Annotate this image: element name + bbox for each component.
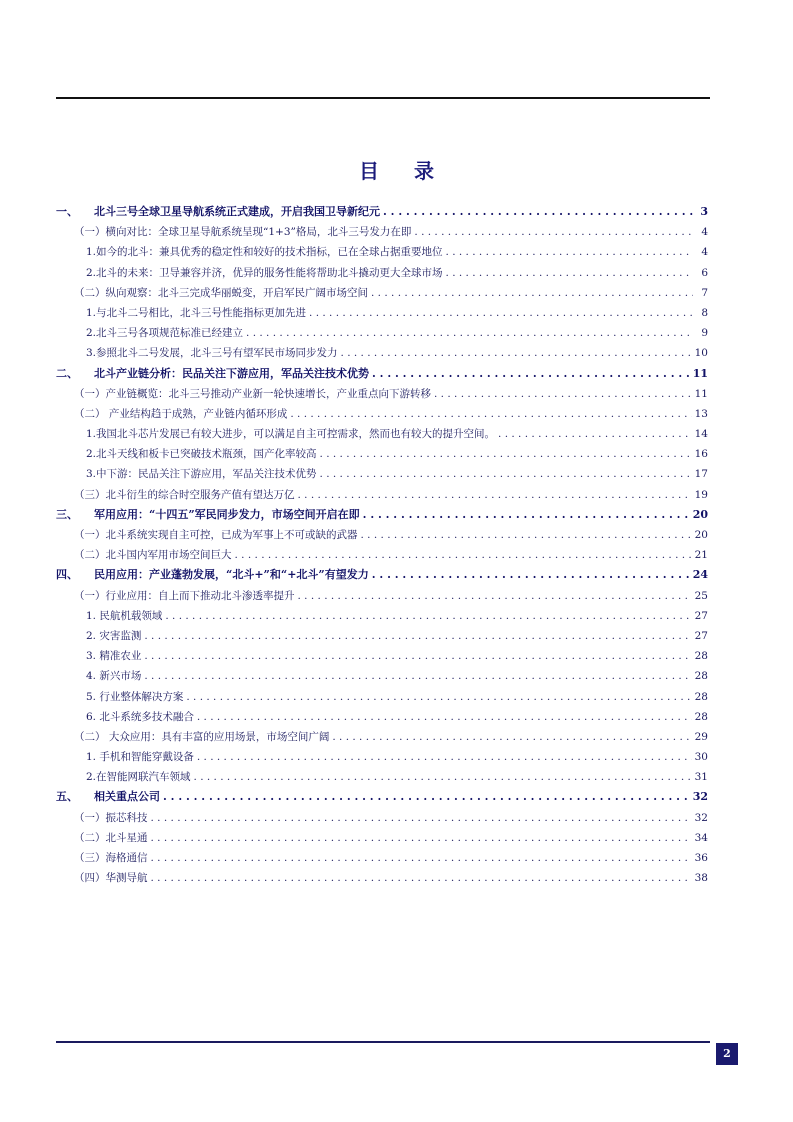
toc-entry-page: 8 <box>701 306 708 319</box>
toc-leader-dots <box>309 303 693 323</box>
toc-entry[interactable] <box>56 242 708 262</box>
toc-leader-dots <box>446 263 693 283</box>
toc-entry-number: 五、 <box>56 790 78 804</box>
toc-entry-page: 20 <box>694 529 708 541</box>
toc-entry-page: 4 <box>701 246 708 259</box>
toc-entry[interactable] <box>56 424 708 444</box>
toc-entry[interactable] <box>56 767 708 787</box>
toc-leader-dots <box>290 404 691 424</box>
toc-leader-dots <box>163 787 690 807</box>
toc-entry-page: 7 <box>701 286 708 299</box>
toc-leader-dots <box>186 687 691 707</box>
toc-entry[interactable] <box>56 505 708 525</box>
toc-entry-title: （一）北斗系统实现自主可控，已成为军事上不可或缺的武器 <box>74 529 358 541</box>
toc-entry[interactable] <box>56 586 708 606</box>
toc-entry[interactable] <box>56 787 708 807</box>
toc-entry[interactable] <box>56 545 708 565</box>
toc-entry-page: 16 <box>694 448 708 461</box>
toc-entry-title: （一）横向对比：全球卫星导航系统呈现“1+3”格局，北斗三号发力在即 <box>74 226 412 239</box>
toc-entry-page: 32 <box>694 811 708 824</box>
toc-leader-dots <box>434 384 692 404</box>
toc-entry-title: 3.参照北斗二号发展，北斗三号有望军民市场同步发力 <box>86 347 338 360</box>
toc-entry-title: 1.如今的北斗：兼具优秀的稳定性和较好的技术指标，已在全球占据重要地位 <box>86 246 443 259</box>
toc-entry-title: 6. 北斗系统多技术融合 <box>86 710 194 723</box>
toc-entry-title: 5. 行业整体解决方案 <box>86 690 184 703</box>
toc-entry-title: （二）北斗星通 <box>74 831 148 844</box>
toc-entry-page: 6 <box>701 266 708 279</box>
toc-entry-title: 1.我国北斗芯片发展已有较大进步，可以满足自主可控需求，然而也有较大的提升空间。 <box>86 428 496 441</box>
toc-entry[interactable] <box>56 606 708 626</box>
toc-entry[interactable] <box>56 808 708 828</box>
toc-leader-dots <box>144 626 691 646</box>
table-of-contents <box>56 202 708 888</box>
toc-entry[interactable] <box>56 263 708 283</box>
toc-entry-page: 9 <box>701 327 708 340</box>
toc-entry[interactable] <box>56 464 708 484</box>
toc-entry-title: （一）产业链概览：北斗三号推动产业新一轮快速增长，产业重点向下游转移 <box>74 387 431 400</box>
toc-entry-page: 29 <box>694 730 708 743</box>
toc-leader-dots <box>372 364 690 384</box>
toc-leader-dots <box>320 464 692 484</box>
toc-entry-title: 民用应用：产业蓬勃发展，“北斗+”和“+北斗”有望发力 <box>94 568 369 582</box>
toc-entry-page: 14 <box>694 428 708 441</box>
toc-entry-title: 3. 精准农业 <box>86 650 142 663</box>
toc-leader-dots <box>320 444 692 464</box>
toc-entry-title: 2.北斗天线和板卡已突破技术瓶颈，国产化率较高 <box>86 448 317 461</box>
toc-entry-page: 28 <box>694 690 708 703</box>
toc-entry[interactable] <box>56 707 708 727</box>
toc-leader-dots <box>298 485 692 505</box>
toc-entry[interactable] <box>56 565 708 585</box>
toc-leader-dots <box>144 646 691 666</box>
toc-entry[interactable] <box>56 646 708 666</box>
toc-entry-page: 27 <box>694 609 708 622</box>
toc-entry[interactable] <box>56 404 708 424</box>
toc-entry-title: （一）振芯科技 <box>74 811 148 824</box>
toc-entry-title: 北斗产业链分析：民品关注下游应用，军品关注技术优势 <box>94 366 369 380</box>
page-number-badge: 2 <box>716 1043 738 1065</box>
toc-entry-page: 27 <box>694 629 708 642</box>
toc-entry[interactable] <box>56 202 708 222</box>
toc-entry-title: 3.中下游：民品关注下游应用，军品关注技术优势 <box>86 468 317 481</box>
toc-entry[interactable] <box>56 444 708 464</box>
toc-leader-dots <box>332 727 691 747</box>
toc-entry-number: 三、 <box>56 507 78 521</box>
toc-entry-page: 11 <box>694 387 708 400</box>
toc-entry-title: （二）北斗国内军用市场空间巨大 <box>74 549 232 562</box>
toc-entry-number: 一、 <box>56 205 78 218</box>
toc-entry-title: （一）行业应用：自上而下推动北斗渗透率提升 <box>74 589 295 602</box>
toc-entry[interactable] <box>56 848 708 868</box>
toc-entry-title: 2.北斗的未来：卫导兼容并济，优异的服务性能将帮助北斗撬动更大全球市场 <box>86 266 443 279</box>
toc-leader-dots <box>151 848 692 868</box>
toc-entry-title: 2. 灾害监测 <box>86 629 142 642</box>
toc-entry[interactable] <box>56 626 708 646</box>
toc-entry-title: （二）纵向观察：北斗三完成华丽蜕变，开启军民广阔市场空间 <box>74 286 368 299</box>
toc-entry-page: 17 <box>694 468 708 481</box>
toc-entry-page: 28 <box>694 650 708 663</box>
toc-entry-title: 军用应用：“十四五”军民同步发力，市场空间开启在即 <box>94 507 360 521</box>
toc-leader-dots <box>197 747 692 767</box>
toc-leader-dots <box>383 202 693 222</box>
toc-leader-dots <box>371 283 693 303</box>
toc-entry[interactable] <box>56 687 708 707</box>
toc-leader-dots <box>151 808 692 828</box>
toc-entry-page: 24 <box>692 568 708 582</box>
toc-entry-number: 二、 <box>56 366 78 380</box>
toc-entry-page: 4 <box>701 226 708 239</box>
toc-entry-title: 1.与北斗二号相比，北斗三号性能指标更加先进 <box>86 306 307 319</box>
toc-entry-page: 19 <box>694 488 708 501</box>
toc-entry-page: 21 <box>694 549 708 562</box>
toc-leader-dots <box>235 545 692 565</box>
toc-entry-page: 13 <box>694 407 708 420</box>
toc-entry-title: 1. 民航机载领域 <box>86 609 163 622</box>
toc-entry[interactable] <box>56 303 708 323</box>
toc-entry-page: 20 <box>692 507 708 521</box>
toc-leader-dots <box>194 767 692 787</box>
header-rule <box>56 97 710 99</box>
toc-entry[interactable] <box>56 384 708 404</box>
toc-leader-dots <box>165 606 691 626</box>
toc-entry-page: 38 <box>694 872 708 885</box>
toc-entry-title: 北斗三号全球卫星导航系统正式建成，开启我国卫导新纪元 <box>94 205 380 218</box>
toc-entry-title: （三）海格通信 <box>74 852 148 864</box>
toc-entry-page: 31 <box>694 771 708 784</box>
toc-entry-page: 32 <box>692 790 708 804</box>
toc-entry-title: 1. 手机和智能穿戴设备 <box>86 751 194 764</box>
toc-entry[interactable] <box>56 364 708 384</box>
toc-entry[interactable] <box>56 222 708 242</box>
toc-leader-dots <box>246 323 693 343</box>
toc-entry-page: 10 <box>694 347 708 360</box>
toc-entry[interactable] <box>56 485 708 505</box>
toc-entry-title: （二） 大众应用：具有丰富的应用场景，市场空间广阔 <box>74 730 330 743</box>
toc-leader-dots <box>414 222 693 242</box>
toc-entry-title: （四）华测导航 <box>74 872 148 885</box>
toc-entry[interactable] <box>56 283 708 303</box>
toc-leader-dots <box>446 242 693 262</box>
toc-entry-page: 34 <box>694 831 708 844</box>
toc-entry-page: 3 <box>700 205 708 218</box>
toc-entry-page: 28 <box>694 710 708 723</box>
toc-entry[interactable] <box>56 868 708 888</box>
toc-entry-title: （二） 产业结构趋于成熟，产业链内循环形成 <box>74 407 288 420</box>
page-title: 目 录 <box>359 159 448 183</box>
toc-leader-dots <box>363 505 690 525</box>
toc-leader-dots <box>298 586 692 606</box>
toc-entry-title: 相关重点公司 <box>94 790 160 804</box>
toc-entry-title: 2.在智能网联汽车领域 <box>86 771 191 784</box>
toc-entry-page: 36 <box>694 852 708 864</box>
toc-leader-dots <box>361 525 692 545</box>
footer-rule <box>56 1041 710 1043</box>
toc-leader-dots <box>144 666 691 686</box>
toc-leader-dots <box>151 828 692 848</box>
toc-leader-dots <box>151 868 692 888</box>
toc-entry[interactable] <box>56 525 708 545</box>
toc-entry-title: （三）北斗衍生的综合时空服务产值有望达万亿 <box>74 488 295 501</box>
toc-entry-page: 25 <box>694 589 708 602</box>
toc-leader-dots <box>498 424 692 444</box>
toc-entry-title: 4. 新兴市场 <box>86 670 142 683</box>
toc-leader-dots <box>197 707 692 727</box>
toc-entry[interactable] <box>56 747 708 767</box>
toc-entry[interactable] <box>56 828 708 848</box>
toc-entry-page: 28 <box>694 670 708 683</box>
toc-leader-dots <box>341 343 692 363</box>
toc-entry[interactable] <box>56 323 708 343</box>
toc-entry-title: 2.北斗三号各项规范标准已经建立 <box>86 327 244 340</box>
toc-entry-page: 30 <box>694 751 708 764</box>
toc-entry[interactable] <box>56 343 708 363</box>
toc-entry[interactable] <box>56 727 708 747</box>
toc-entry-number: 四、 <box>56 568 78 582</box>
toc-leader-dots <box>372 565 690 585</box>
toc-entry-page: 11 <box>692 366 708 380</box>
toc-entry[interactable] <box>56 666 708 686</box>
